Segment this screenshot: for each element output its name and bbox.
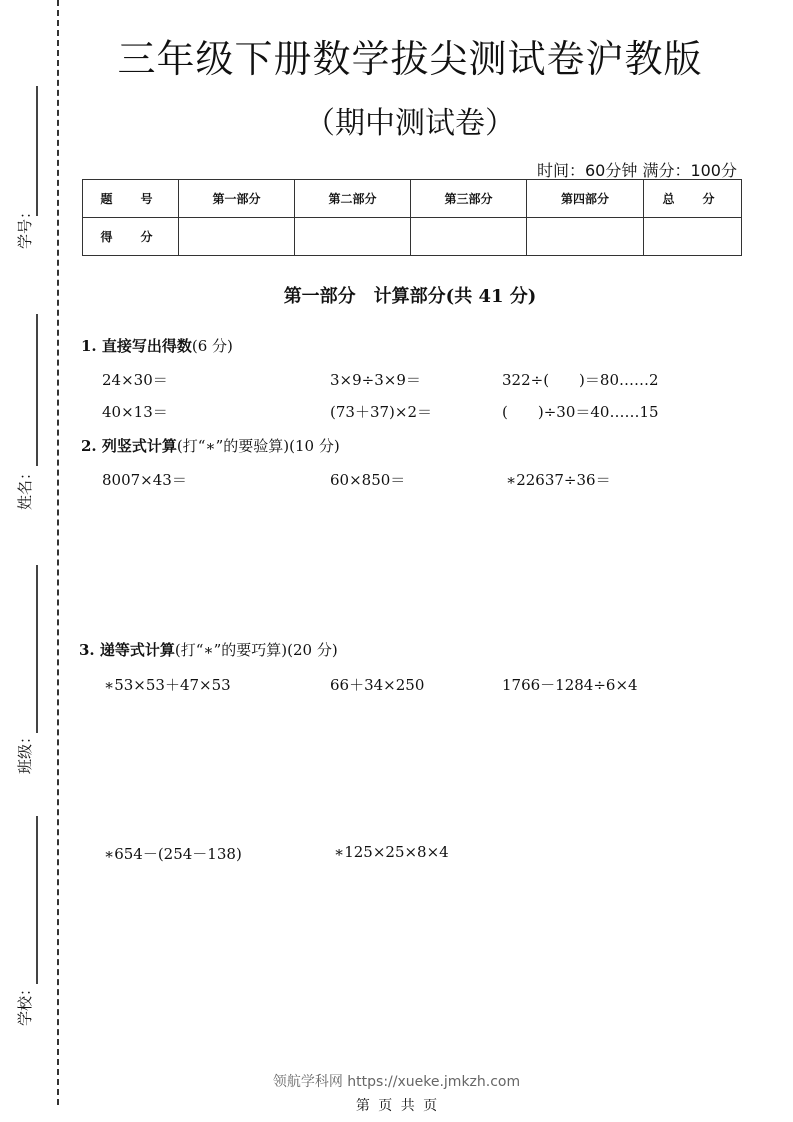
question-3-title xyxy=(79,639,338,660)
question-3-label: 3. 递等式计算 xyxy=(79,641,175,659)
question-1-title xyxy=(81,335,233,356)
footer-watermark: 领航学科网 https://xueke.jmkzh.com xyxy=(272,1074,521,1090)
q2-expression: 60×850＝ xyxy=(330,471,406,489)
question-3-points: (打“∗”的要巧算)(20 分) xyxy=(174,641,338,659)
q3-expression: ∗53×53＋47×53 xyxy=(104,676,231,694)
page-subtitle: （期中测试卷） xyxy=(305,106,515,141)
q1-expression: 3×9÷3×9＝ xyxy=(330,371,421,389)
binding-dashed-line xyxy=(57,0,59,1105)
q1-expression: (73＋37)×2＝ xyxy=(330,403,432,421)
q2-expression: ∗22637÷36＝ xyxy=(506,471,611,489)
score-cell-total[interactable] xyxy=(644,218,742,256)
question-2-points: (打“∗”的要验算)(10 分) xyxy=(176,437,340,455)
score-cell-part2[interactable] xyxy=(295,218,411,256)
score-table-header: 第二部分 xyxy=(295,180,411,218)
score-table-header-row xyxy=(83,180,742,218)
class-blank-line[interactable] xyxy=(36,565,38,733)
school-blank-line[interactable] xyxy=(36,816,38,984)
exam-time-score-info: 时间：60分钟 满分：100分 xyxy=(537,161,737,180)
score-table-header: 第四部分 xyxy=(527,180,644,218)
class-label: 班级： xyxy=(16,728,34,774)
q3-expression: ∗125×25×8×4 xyxy=(334,843,449,861)
score-table-header: 总 分 xyxy=(644,180,742,218)
question-1-points: (6 分) xyxy=(191,337,233,355)
q3-expression: ∗654－(254－138) xyxy=(104,845,242,863)
q1-expression: 322÷( )＝80……2 xyxy=(502,371,659,389)
q3-expression: 1766－1284÷6×4 xyxy=(502,676,638,694)
footer-page-number: 第 页 共 页 xyxy=(355,1098,438,1114)
section-title: 第一部分 计算部分(共 41 分) xyxy=(283,286,537,307)
q1-expression: 24×30＝ xyxy=(102,371,168,389)
question-2-title xyxy=(81,435,340,456)
score-table xyxy=(82,179,742,256)
score-table-header: 第三部分 xyxy=(411,180,527,218)
student-id-label: 学号： xyxy=(16,203,34,249)
q1-expression: 40×13＝ xyxy=(102,403,168,421)
question-1-label: 1. 直接写出得数 xyxy=(81,337,192,355)
score-cell-part4[interactable] xyxy=(527,218,644,256)
q1-expression: ( )÷30＝40……15 xyxy=(502,403,659,421)
school-label: 学校： xyxy=(16,980,34,1026)
score-table-header: 第一部分 xyxy=(179,180,295,218)
score-table-header: 题 号 xyxy=(83,180,179,218)
score-cell-part3[interactable] xyxy=(411,218,527,256)
score-cell-part1[interactable] xyxy=(179,218,295,256)
page-title: 三年级下册数学拔尖测试卷沪教版 xyxy=(117,37,703,81)
score-row-label: 得 分 xyxy=(83,218,179,256)
name-label: 姓名： xyxy=(16,464,34,510)
student-id-blank-line[interactable] xyxy=(36,86,38,216)
name-blank-line[interactable] xyxy=(36,314,38,466)
q3-expression: 66＋34×250 xyxy=(330,676,425,694)
question-2-label: 2. 列竖式计算 xyxy=(81,437,177,455)
score-table-score-row xyxy=(83,218,742,256)
q2-expression: 8007×43＝ xyxy=(102,471,187,489)
